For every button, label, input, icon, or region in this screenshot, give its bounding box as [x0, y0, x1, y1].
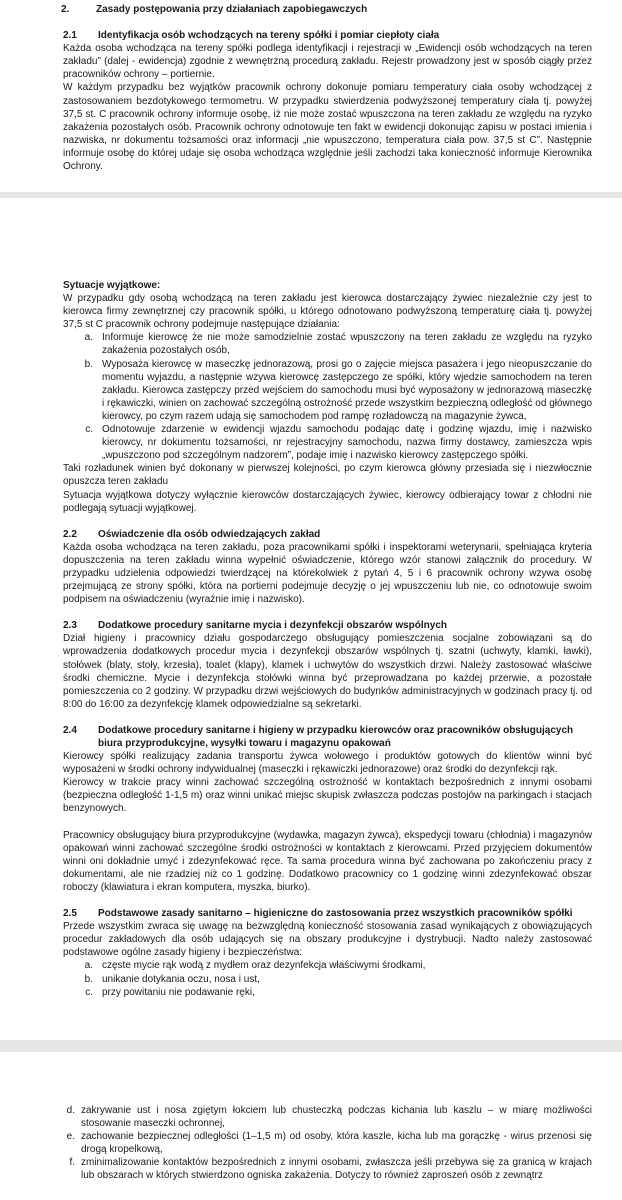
- subsection-number: 2.1: [63, 30, 77, 42]
- list-marker: a.: [84, 960, 93, 972]
- list-item-text: częste mycie rąk wodą z mydłem oraz dezynfekcja właściwymi środkami,: [102, 960, 426, 972]
- list-item-text: zakrywanie ust i nosa zgiętym łokciem lub chusteczką podczas kichania lub kaszlu – w miarę możliwości stosowanie maseczki ochronnej,: [81, 1105, 592, 1130]
- list-item-text: przy powitaniu nie podawanie ręki,: [102, 986, 255, 998]
- subsection-heading-2-1: [63, 29, 592, 42]
- subsection-number: 2.5: [63, 908, 77, 920]
- list-marker: c.: [85, 424, 93, 436]
- paragraph: Sytuacja wyjątkowa dotyczy wyłącznie kierowców dostarczających żywiec, kierowcy odbierający towar z chłodni nie podlegają sytuacji wyjątkowej.: [63, 489, 592, 514]
- subsection-number: 2.3: [63, 620, 77, 632]
- paragraph: Przede wszystkim zwraca się uwagę na bezwzględną konieczność stosowania zasad wynikających z obowiązujących procedur zakładowych dla osób udających się na obszary produkcyjne i dystrybucji. Nadto należy zastosować podstawowe ogólne zasady higieny i bezpieczeństwa:: [63, 921, 592, 959]
- list-marker: b.: [84, 973, 93, 985]
- paragraph: Każda osoba wchodząca na tereny spółki podlega identyfikacji i rejestracji w „Ewidencji osób wchodzących na teren zakładu” (dalej - ewidencja) zgodnie z wewnętrzną procedurą zakładu. Rejestr prowadzony jest w sposób ciągły przez pracowników ochrony – portiernie.: [63, 43, 592, 81]
- subsection-number: 2.2: [63, 528, 77, 540]
- subsection-title: Identyfikacja osób wchodzących na tereny spółki i pomiar ciepłoty ciała: [98, 30, 440, 42]
- subsection-title: Oświadczenie dla osób odwiedzających zakład: [98, 528, 321, 540]
- list-item: [63, 423, 592, 462]
- paragraph: Kierowcy w trakcie pracy winni zachować szczególną ostrożność w kontaktach bezpośrednich z innymi osobami (bezpieczna odległość 1-1,5 m) oraz winni unikać miejsc skupisk zwłaszcza podczas postojów na parkingach i stacjach benzynowych.: [63, 777, 592, 815]
- hygiene-rules-list: [63, 959, 592, 998]
- list-marker: d.: [66, 1105, 75, 1116]
- list-item-text: unikanie dotykania oczu, nosa i ust,: [102, 973, 260, 985]
- document-page-2: [0, 198, 622, 1040]
- section-title: Zasady postępowania przy działaniach zapobiegawczych: [96, 4, 368, 15]
- paragraph: Kierowcy spółki realizujący zadania transportu żywca wołowego i produktów gotowych do klientów winni być wyposażeni w środki ochrony indywidualnej (maseczki i rękawiczki jednorazowe) oraz środki do dezynfekcji rąk.: [63, 751, 592, 776]
- list-item: [63, 331, 592, 357]
- list-item: [63, 973, 592, 986]
- section-heading: [61, 3, 592, 16]
- exceptions-list: [63, 331, 592, 462]
- section-number: 2.: [61, 4, 70, 15]
- subsection-title: Podstawowe zasady sanitarno – higieniczne do zastosowania przez wszystkich pracowników spółki: [98, 908, 573, 920]
- list-item: [63, 959, 592, 972]
- subsection-heading-2-4: [63, 724, 592, 750]
- list-item: [63, 358, 592, 423]
- list-item: [63, 1130, 592, 1156]
- subsection-heading-2-5: [63, 907, 592, 920]
- hygiene-rules-list-continued: [63, 1104, 592, 1183]
- subsection-title: Dodatkowe procedury sanitarne mycia i dezynfekcji obszarów wspólnych: [98, 620, 447, 632]
- list-item-text: Informuje kierowcę że nie może samodzielnie zostać wpuszczony na teren zakładu ze względu na ryzyko zakażenia pozostałych osób,: [102, 332, 592, 357]
- list-item: [63, 986, 592, 999]
- paragraph: W przypadku gdy osobą wchodzącą na teren zakładu jest kierowca dostarczający żywiec niezależnie czy jest to kierowca firmy zewnętrznej czy pracownik spółki, u którego odnotowano podwyższoną temperaturę ciała tj. powyżej 37,5 st C pracownik ochrony podejmuje następujące działania:: [63, 293, 592, 331]
- list-item: [63, 1104, 592, 1130]
- list-marker: b.: [84, 358, 93, 370]
- subsection-heading-2-2: [63, 528, 592, 541]
- paragraph: Pracownicy obsługujący biura przyprodukcyjne (wydawka, magazyn żywca), ekspedycji towaru (chłodnia) i magazynów opakowań winni zachować szczególne środki ostrożności w kontaktach z kierowcami. Przed przyjęciem dokumentów winni oni dokładnie umyć i zdezynfekować ręce. Ta sama procedura winna być zachowana po zakończeniu pracy z dokumentami, ale nie rzadziej niż co 1 godzinę. Dodatkowo pracownicy co 1 godzinę winni zdezynfekować obszar roboczy (klawiatura i ekran komputera, myszka, biurko).: [63, 829, 592, 893]
- list-marker: a.: [84, 332, 93, 344]
- list-marker: c.: [85, 986, 93, 998]
- exceptions-heading: Sytuacje wyjątkowe:: [63, 280, 161, 291]
- list-item-text: Wyposaża kierowcę w maseczkę jednorazową, prosi go o zajęcie miejsca pasażera i jego nieopuszczanie do momentu wyjazdu, a następnie wzywa kierowcę zastępczego ze spółki, który wjedzie samochodem na teren zakładu. Kierowca zastępczy przed wejściem do samochodu musi być wyposażony w jednorazową maseczkę i rękawiczki, winien on zachować szczególną ostrożność przede wszystkim bezpieczną odległość od głównego kierowcy, po czym razem udają się samochodem pod rampę rozładowczą na magazynie żywca,: [102, 358, 592, 422]
- document-page-1: [0, 0, 622, 192]
- list-marker: e.: [66, 1131, 75, 1143]
- paragraph: Taki rozładunek winien być dokonany w pierwszej kolejności, po czym kierowca główny przesiada się i niezwłocznie opuszcza teren zakładu: [63, 463, 592, 488]
- paragraph: Każda osoba wchodząca na teren zakładu, poza pracownikami spółki i inspektorami weterynarii, spełniająca kryteria dopuszczenia na teren zakładu winna wypełnić oświadczenie, którego wzór stanowi załącznik do procedury. W przypadku udzielenia odpowiedzi twierdzącej na którekolwiek z pytań 4, 5 i 6 pracownik ochrony wzywa osobę przejmującą ze strony spółki, która na portierni podejmuje decyzję o jej wpuszczeniu lub nie, co odnotowuje swoim podpisem na oświadczeniu (wyraźnie imię i nazwisko).: [63, 541, 592, 606]
- document-page-3: [0, 1052, 622, 1200]
- paragraph: Dział higieny i pracownicy działu gospodarczego obsługujący pomieszczenia socjalne zobowiązani są do wprowadzenia dodatkowych procedur mycia i dezynfekcji obszarów wspólnych tj. szatni (uchwyty, klamki, ławki), stołówek (blaty, stoły, krzesła), toalet (klapy), klamek i uchwytów do wszystkich drzwi. Należy zastosować właściwe środki chemiczne. Mycie i dezynfekcja stołówki winna być przeprowadzana po każdej przerwie, a pozostałe pomieszczenia co 2 godziny. W przypadku drzwi wejściowych do budynków administracyjnych w godzinach pracy tj. od 8:00 do 16:00 za dezynfekcję klamek odpowiedzialne są sekretarki.: [63, 633, 592, 710]
- subsection-title: Dodatkowe procedury sanitarne i higieny w przypadku kierowców oraz pracowników obsługujących biura przyprodukcyjne, wysyłki towaru i magazynu opakowań: [98, 724, 574, 749]
- paragraph: W każdym przypadku bez wyjątków pracownik ochrony dokonuje pomiaru temperatury ciała osoby wchodzącej z zastosowaniem bezdotykowego termometru. W przypadku stwierdzenia podwyższonej temperatury ciała tj. powyżej 37,5 st. C pracownik ochrony informuje osobę, iż nie może zostać wpuszczona na teren zakładu ze względu na ryzyko zakażenia pozostałych osób. Pracownik ochrony odnotowuje ten fakt w ewidencji dokonując zapisu w postaci imienia i nazwiska, nr dokumentu tożsamości oraz informacji „nie wpuszczono, temperatura ciała pow. 37,5 st C”. Następnie informuje osobę do której udaje się osoba wchodząca względnie jeśli zachodzi taka konieczność informuje Kierownika Ochrony.: [63, 82, 592, 173]
- list-item-text: Odnotowuje zdarzenie w ewidencji wjazdu samochodu podając datę i godzinę wjazdu, imię i nazwisko kierowcy, nr dokumentu tożsamości, nr rejestracyjny samochodu, nazwa firmy dostawcy, zamieszcza wpis „wpuszczono pod szczególnym nadzorem”, podaje imię i nazwisko kierowcy zastępczego spółki.: [102, 424, 592, 462]
- subsection-heading-2-3: [63, 619, 592, 632]
- list-item: [63, 1156, 592, 1182]
- subsection-number: 2.4: [63, 724, 77, 736]
- list-marker: f.: [69, 1157, 75, 1169]
- list-item-text: zachowanie bezpiecznej odległości (1–1,5 m) od osoby, która kaszle, kicha lub ma gorączkę - wirus przenosi się drogą kropelkową,: [81, 1131, 592, 1156]
- list-item-text: zminimalizowanie kontaktów bezpośrednich z innymi osobami, zwłaszcza jeśli przebywa się za granicą w krajach lub obszarach w których stwierdzono ogniska zakażenia. Dotyczy to również zaproszeń osób z zewnątrz: [81, 1157, 592, 1182]
